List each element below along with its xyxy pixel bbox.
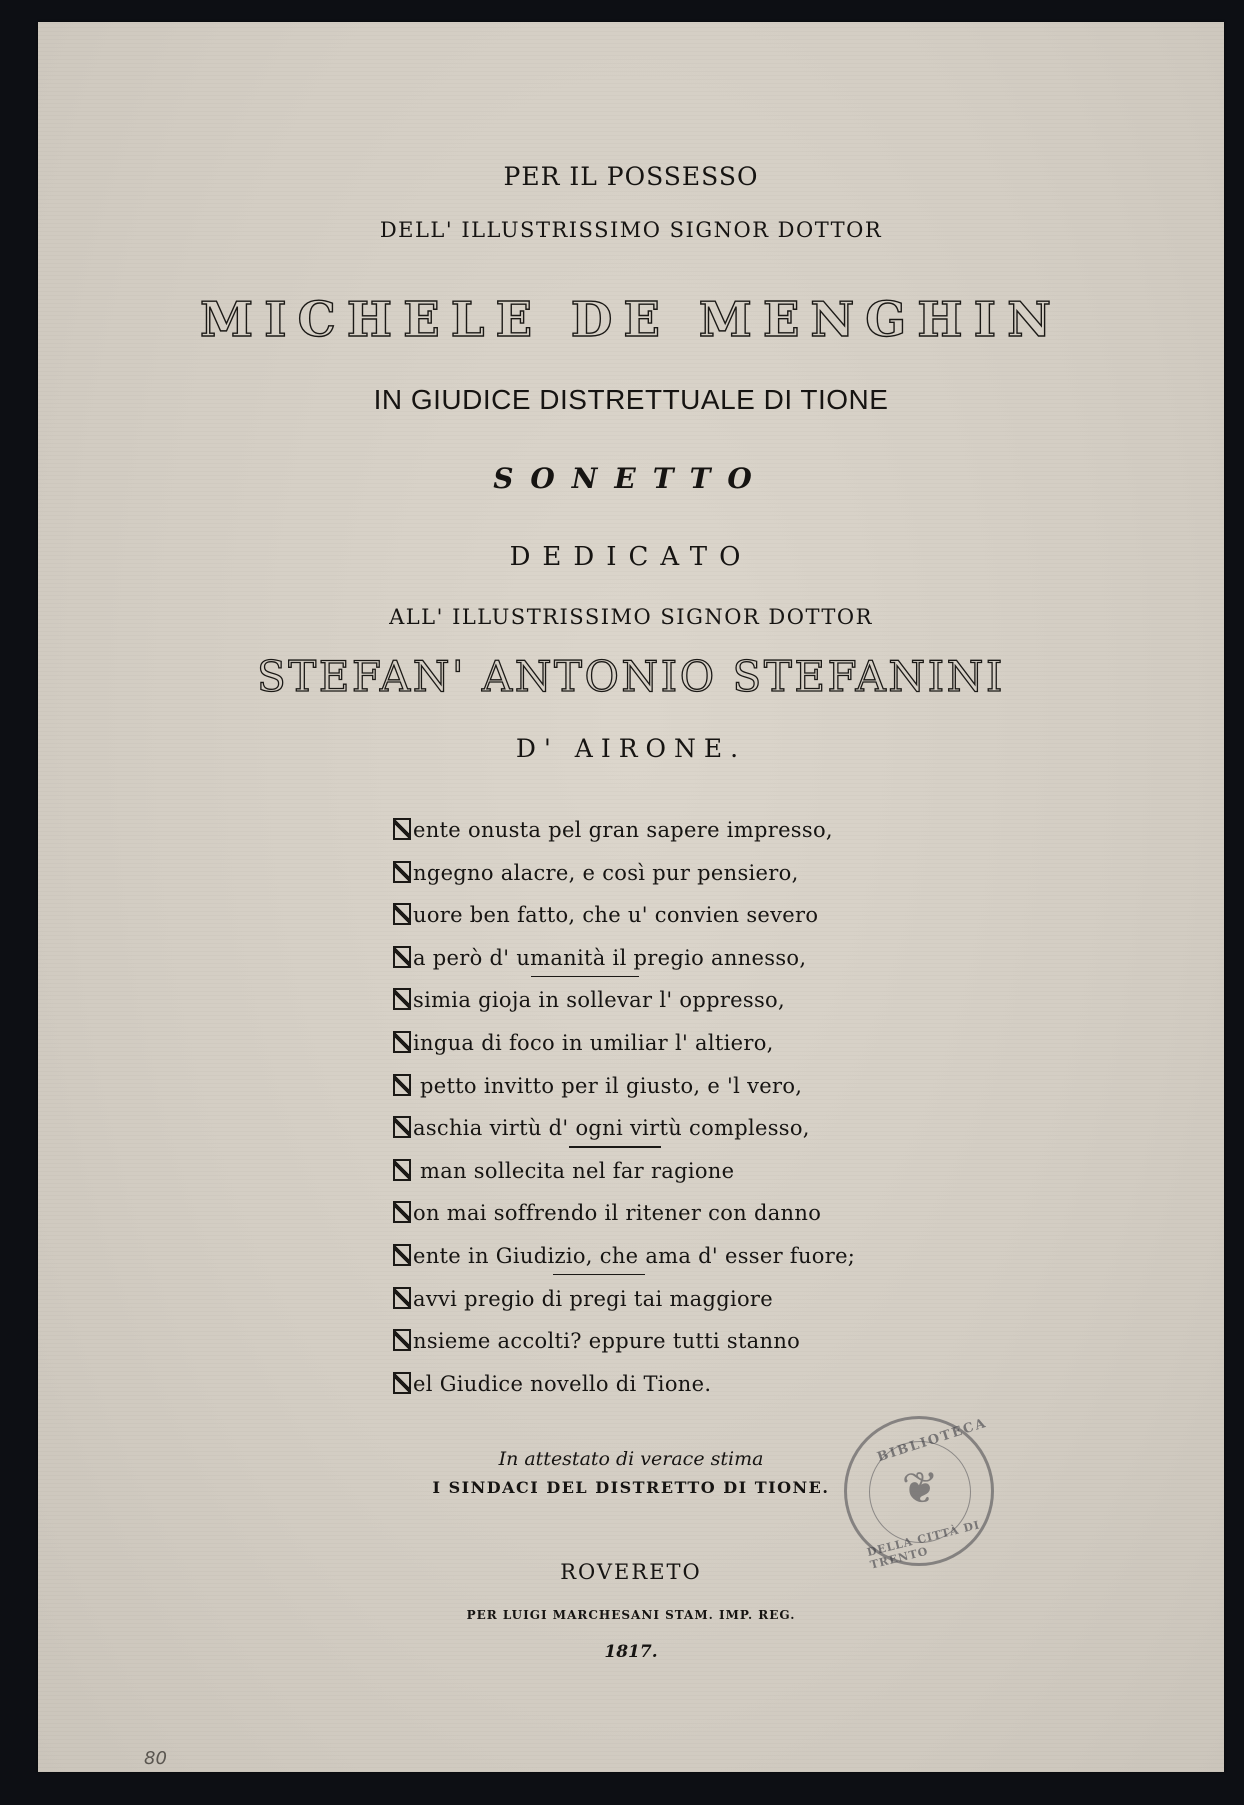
heading-per-il-possesso: PER IL POSSESSO [503, 162, 759, 191]
ornamental-initial [393, 1159, 411, 1181]
poem-line: ingua di foco in umiliar l' altiero, [393, 1031, 855, 1074]
poem-line: avvi pregio di pregi tai maggiore [393, 1287, 855, 1330]
heading-illustrissimo: DELL' ILLUSTRISSIMO SIGNOR DOTTOR [379, 218, 883, 242]
pencil-annotation: 80 [144, 1748, 167, 1769]
poem-line: aschia virtù d' ogni virtù complesso, [393, 1116, 855, 1159]
poem-line: ente onusta pel gran sapere impresso, [393, 818, 855, 861]
dedicato-label: DEDICATO [509, 542, 753, 572]
poem-line: el Giudice novello di Tione. [393, 1372, 855, 1415]
heading-giudice: IN GIUDICE DISTRETTUALE DI TIONE [373, 384, 889, 415]
dedicatee-place: D' AIRONE. [515, 734, 747, 763]
ornamental-initial [393, 903, 411, 925]
imprint-printer: PER LUIGI MARCHESANI STAM. IMP. REG. [466, 1608, 796, 1622]
imprint-city: ROVERETO [560, 1560, 702, 1584]
sonetto-label: SONETTO [493, 462, 769, 495]
heading-all-illustrissimo: ALL' ILLUSTRISSIMO SIGNOR DOTTOR [389, 605, 873, 629]
poem-line: ente in Giudizio, che ama d' esser fuore; [393, 1244, 855, 1287]
stanza-rule [553, 1274, 645, 1275]
poem-line: on mai soffrendo il ritener con danno [393, 1201, 855, 1244]
stanza-rule [531, 976, 639, 977]
broadside-sheet [38, 22, 1224, 1772]
ornamental-initial [393, 818, 411, 840]
ornamental-initial [393, 861, 411, 883]
stanza-rule [569, 1146, 661, 1147]
sonnet-body [393, 818, 855, 1414]
ornamental-initial [393, 1031, 411, 1053]
library-stamp [844, 1415, 994, 1572]
ornamental-initial [393, 946, 411, 968]
poem-line: petto invitto per il giusto, e 'l vero, [393, 1074, 855, 1117]
ornamental-initial [393, 1074, 411, 1096]
signatories: I SINDACI DEL DISTRETTO DI TIONE. [432, 1478, 830, 1497]
poem-line: a però d' umanità il pregio annesso, [393, 946, 855, 989]
attestation-line: In attestato di verace stima [498, 1448, 764, 1470]
ornamental-initial [393, 1201, 411, 1223]
dedicatee-name: STEFAN' ANTONIO STEFANINI [256, 652, 1005, 701]
imprint-year: 1817. [604, 1642, 658, 1662]
poem-line: man sollecita nel far ragione [393, 1159, 855, 1202]
stamp-bottom-text: DELLA CITTÀ DI TRENTO [865, 1518, 982, 1572]
eagle-icon: ❦ [901, 1463, 939, 1514]
ornamental-initial [393, 1372, 411, 1394]
poem-line: simia gioja in sollevar l' oppresso, [393, 988, 855, 1031]
ornamental-initial [393, 1329, 411, 1351]
poem-line: ngegno alacre, e così pur pensiero, [393, 861, 855, 904]
ornamental-initial [393, 1244, 411, 1266]
honoree-name: MICHELE DE MENGHIN [200, 292, 1062, 348]
poem-line: uore ben fatto, che u' convien severo [393, 903, 855, 946]
ornamental-initial [393, 1287, 411, 1309]
stamp-top-text: BIBLIOTECA [875, 1415, 990, 1466]
poem-line: nsieme accolti? eppure tutti stanno [393, 1329, 855, 1372]
ornamental-initial [393, 988, 411, 1010]
ornamental-initial [393, 1116, 411, 1138]
